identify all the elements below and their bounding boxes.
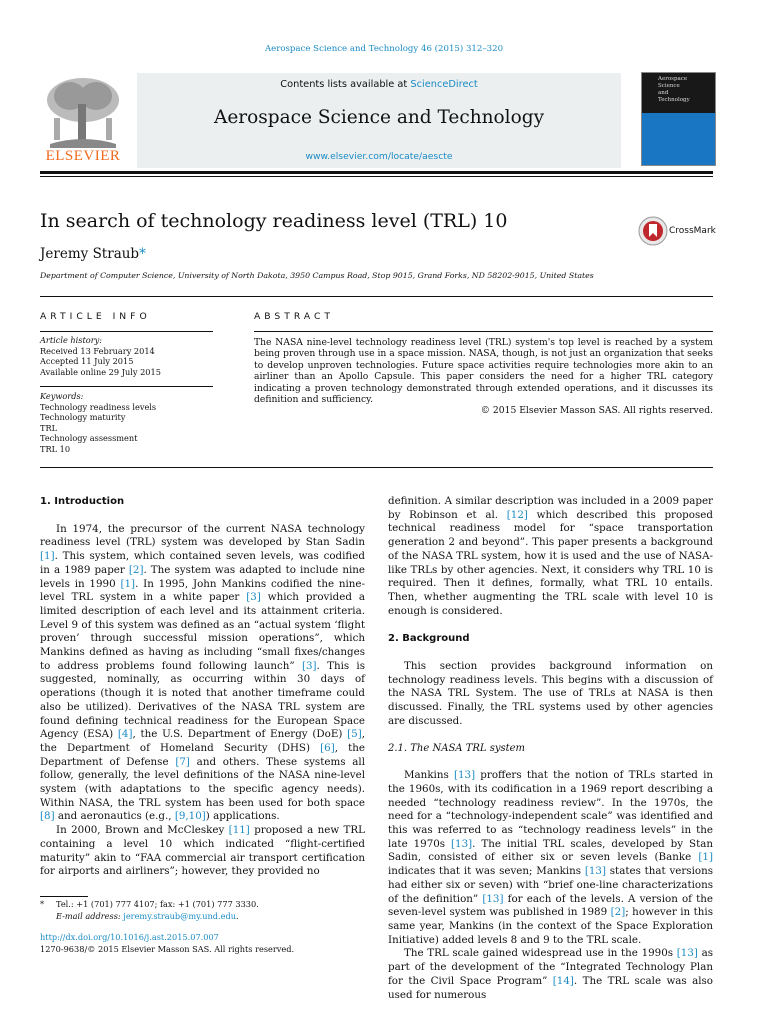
issn-copyright: 1270-9638/© 2015 Elsevier Masson SAS. All rights reserved. xyxy=(40,943,295,954)
footnote-rule xyxy=(40,896,88,897)
citation-link[interactable]: [3] xyxy=(246,591,261,604)
journal-citation-link[interactable]: Aerospace Science and Technology 46 (2015) 312–320 xyxy=(264,44,504,54)
citation-link[interactable]: [9,10] xyxy=(174,810,206,823)
keyword: TRL 10 xyxy=(40,443,71,454)
keyword: Technology assessment xyxy=(40,433,138,444)
citation-link[interactable]: [1] xyxy=(40,550,55,563)
paragraph: Mankins [13] proffers that the notion of TRLs started in the 1960s, with its codification in a 1969 report describing a needed “technology readiness review”. In the 1970s, the need for a “technology-independent scale” was identified and this was referred to as “technology readiness levels” in the late 1970s [13]. The initial TRL scales, developed by Stan Sadin, consisted of either six or seven levels (Banke [1] indicates that it was seven; Mankins [13] states that versions had either six or seven) with “brief one-line characterizations of the definition” [13] for each of the levels. A version of the seven-level system was published in 1989 [2]; however in this same year, Mankins (in the context of the Space Exploration Initiative) added levels 8 and 9 to the TRL scale. xyxy=(388,769,714,946)
cover-header-band xyxy=(642,73,715,113)
citation-link[interactable]: [13] xyxy=(453,769,476,782)
contents-line xyxy=(137,79,621,90)
email-end: . xyxy=(235,910,239,921)
article-info-heading: ARTICLE INFO xyxy=(40,311,151,322)
author-affiliation: Department of Computer Science, University of North Dakota, 3950 Campus Road, Stop 9015, Grand Forks, ND 58202-9015, United States xyxy=(40,271,594,280)
section-heading: 1. Introduction xyxy=(40,496,125,507)
doi-block xyxy=(40,932,294,955)
citation-link[interactable]: [13] xyxy=(584,865,606,878)
journal-title: Aerospace Science and Technology xyxy=(213,107,545,128)
author-line xyxy=(40,246,146,262)
doi-link[interactable]: http://dx.doi.org/10.1016/j.ast.2015.07.007 xyxy=(40,932,219,942)
header-divider-thin xyxy=(40,176,713,177)
author-footnote xyxy=(40,899,259,922)
abstract-text: The NASA nine-level technology readiness level (TRL) system's top level is reached by a system being proven through use in a space mission. NASA, though, is not just an organization that seeks to develop unproven technologies. Future space activities require technologies more akin to an airliner than an Apollo Capsule. This paper considers the need for a higher TRL category indicating a proven technology demonstrated through extended operations, and it discusses its definition and sufficiency. xyxy=(254,337,713,406)
citation-link[interactable]: [6] xyxy=(320,741,335,754)
crossmark-label[interactable]: CrossMark xyxy=(669,226,716,236)
abstract-heading: ABSTRACT xyxy=(254,311,335,322)
citation-link[interactable]: [4] xyxy=(117,728,133,741)
citation-link[interactable]: [5] xyxy=(347,728,362,741)
citation-link[interactable]: [1] xyxy=(698,851,713,864)
citation-link[interactable]: [13] xyxy=(451,837,473,850)
paragraph: This section provides background information on technology readiness levels. This begins with a discussion of the NASA TRL System. The use of TRLs at NASA is then discussed. Finally, the TRL systems used by other agencies are discussed. xyxy=(388,660,713,727)
email-label: E-mail address: xyxy=(56,910,124,921)
article-title: In search of technology readiness level (TRL) 10 xyxy=(40,210,508,232)
citation-link[interactable]: [1] xyxy=(120,577,136,590)
cover-title-line: Technology xyxy=(658,97,690,103)
body-divider xyxy=(40,467,713,468)
citation-link[interactable]: [13] xyxy=(482,892,504,905)
cover-title-line: Aerospace xyxy=(658,76,688,82)
keyword: TRL xyxy=(40,422,58,433)
cover-title xyxy=(658,76,690,104)
citation-link[interactable]: [2] xyxy=(128,563,144,576)
received-date: Received 13 February 2014 xyxy=(40,345,155,356)
author-footnote-mark[interactable]: * xyxy=(139,246,146,262)
footnote-mark: * xyxy=(40,899,45,909)
keywords-label: Keywords: xyxy=(40,391,84,401)
article-history xyxy=(40,335,161,377)
keywords-list xyxy=(40,391,156,455)
journal-cover-thumbnail[interactable] xyxy=(641,72,716,166)
citation-link[interactable]: [14] xyxy=(552,974,574,987)
contents-prefix: Contents lists available at xyxy=(280,79,411,90)
subsection-heading: 2.1. The NASA TRL system xyxy=(388,742,526,754)
citation-link[interactable]: [12] xyxy=(506,508,528,521)
citation-link[interactable]: [7] xyxy=(175,755,190,768)
keywords-rule xyxy=(40,386,213,387)
citation-link[interactable]: [3] xyxy=(301,659,317,672)
paragraph: In 1974, the precursor of the current NASA technology readiness level (TRL) system was developed by Stan Sadin [1]. This system, which contained seven levels, was codified in a 1989 paper [2]. The system was adapted to include nine levels in 1990 [1]. In 1995, John Mankins codified the nine-level TRL system in a white paper [3] which provided a limited description of each level and its attainment criteria. Level 9 of this system was defined as an “actual system ‘flight proven’ through successful mission operations”, which Mankins defined as having as including “small fixes/changes to address problems found following launch” [3]. This is suggested, nominally, as occurring within 30 days of operations (though it is noted that another timeframe could also be utilized). Derivatives of the NASA TRL system are found defining technical readiness for the European Space Agency (ESA) [4], the U.S. Department of Energy (DoE) [5], the Department of Homeland Security (DHS) [6], the Department of Defense [7] and others. These systems all follow, generally, the level definitions of the NASA nine-level system (with adaptations to the specific agency needs). Within NASA, the TRL system has been used for both space [8] and aeronautics (e.g., [9,10]) applications. xyxy=(40,522,365,823)
abstract-rule xyxy=(254,331,713,332)
accepted-date: Accepted 11 July 2015 xyxy=(40,356,134,367)
author-name[interactable]: Jeremy Straub xyxy=(40,246,140,262)
paragraph: The TRL scale gained widespread use in the 1990s [13] as part of the development of the “Integrated Technology Plan for the Civil Space Program” [14]. The TRL scale was also used for numerous xyxy=(388,947,713,1001)
abstract-copyright: © 2015 Elsevier Masson SAS. All rights reserved. xyxy=(480,405,713,417)
sciencedirect-link[interactable]: ScienceDirect xyxy=(410,79,478,90)
citation-link[interactable]: [13] xyxy=(676,947,698,960)
paragraph: In 2000, Brown and McCleskey [11] proposed a new TRL containing a level 10 which indicated “flight-certified maturity” akin to “FAA commercial air transport certification for airports and airliners”; however, they provided no xyxy=(40,824,366,878)
journal-homepage-link[interactable]: www.elsevier.com/locate/aescte xyxy=(305,151,453,162)
keyword: Technology readiness levels xyxy=(40,401,157,412)
body-column-right xyxy=(388,495,713,1002)
journal-masthead xyxy=(137,73,621,168)
elsevier-wordmark: ELSEVIER xyxy=(45,148,121,164)
body-column-left xyxy=(40,495,365,879)
citation-link[interactable]: [2] xyxy=(610,906,626,919)
citation-link[interactable]: [8] xyxy=(40,810,55,823)
paragraph-continued: definition. A similar description was included in a 2009 paper by Robinson et al. [12] which described this proposed technical readiness model for “space transportation generation 2 and beyond”. This paper presents a background of the NASA TRL system, how it is used and the use of NASA-like TRLs by other agencies. Next, it considers why TRL 10 is required. Then it defines, formally, what TRL 10 entails. Then, whether augmenting the TRL scale with level 10 is enough is considered. xyxy=(388,495,714,617)
footnote-contact: Tel.: +1 (701) 777 4107; fax: +1 (701) 777 3330. xyxy=(56,899,259,909)
section-heading: 2. Background xyxy=(388,633,470,645)
cover-title-line: Science xyxy=(658,83,680,89)
keyword: Technology maturity xyxy=(40,412,126,423)
article-info-rule xyxy=(40,331,213,332)
header-divider xyxy=(40,171,713,174)
citation-link[interactable]: [11] xyxy=(228,824,250,837)
abstract-body xyxy=(254,337,713,417)
history-label: Article history: xyxy=(40,335,102,345)
online-date: Available online 29 July 2015 xyxy=(40,366,161,377)
crossmark-icon[interactable] xyxy=(638,216,668,246)
section-divider xyxy=(40,296,713,297)
email-link[interactable]: jeremy.straub@my.und.edu xyxy=(123,910,236,921)
cover-title-line: and xyxy=(658,90,669,96)
